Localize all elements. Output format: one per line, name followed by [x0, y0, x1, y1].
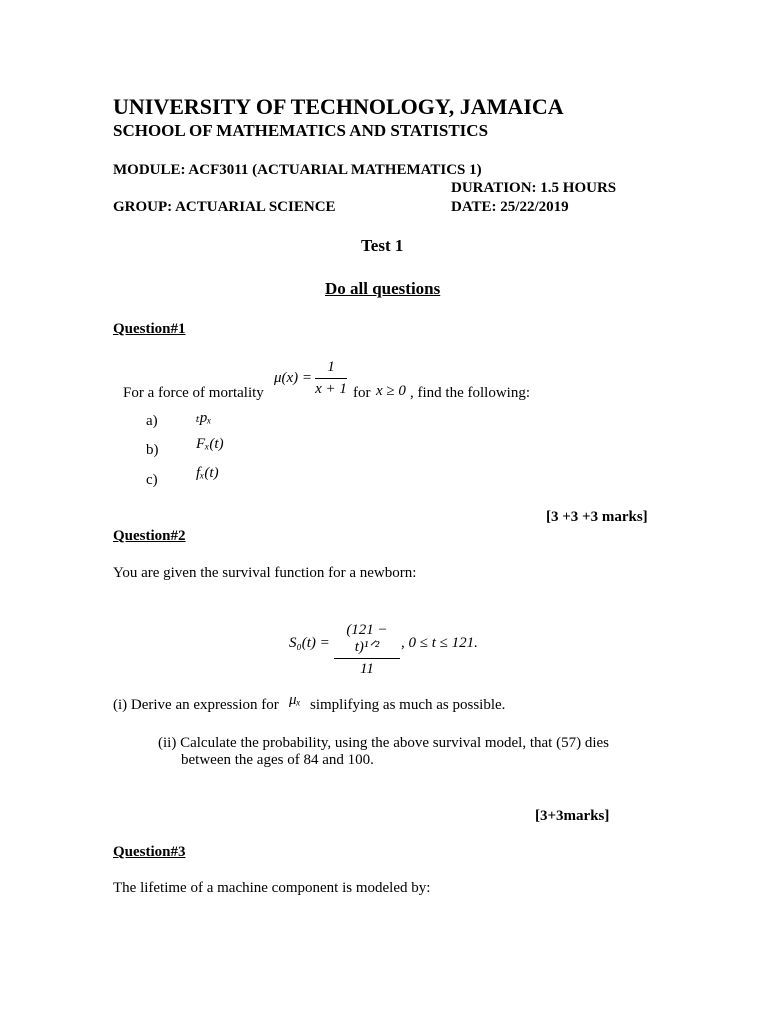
- group-line: GROUP: ACTUARIAL SCIENCE: [113, 199, 336, 215]
- q1-formula-denominator: x + 1: [315, 381, 347, 397]
- date-line: DATE: 25/22/2019: [451, 199, 569, 215]
- q2-formula-fraction: [334, 622, 400, 678]
- instruction: Do all questions: [325, 279, 441, 298]
- q1-tail: , find the following:: [410, 385, 530, 401]
- school-title: SCHOOL OF MATHEMATICS AND STATISTICS: [113, 121, 489, 140]
- q1-heading: Question#1: [113, 321, 186, 337]
- duration-line: DURATION: 1.5 HOURS: [451, 180, 617, 196]
- q2-formula-lhs: S₀(t) =: [289, 635, 330, 651]
- q1-part-c-expr: fₓ(t): [196, 465, 219, 481]
- q1-marks: [3 +3 +3 marks]: [546, 509, 648, 525]
- q1-lead: For a force of mortality: [123, 385, 264, 401]
- q2-formula-numerator: (121 − t)¹ᐟ²: [346, 622, 388, 655]
- q1-part-a-expr: ₜpₓ: [196, 410, 212, 426]
- q1-condition: x ≥ 0: [376, 383, 406, 399]
- q2-heading: Question#2: [113, 528, 186, 544]
- q2-formula-denominator: 11: [360, 661, 374, 677]
- q2-part-ii-line2: between the ages of 84 and 100.: [181, 752, 374, 768]
- q2-part-ii-line1: (ii) Calculate the probability, using the above survival model, that (57) dies: [158, 735, 609, 751]
- q2-marks: [3+3marks]: [535, 808, 610, 824]
- q2-fraction-bar: [334, 658, 400, 659]
- q1-formula-lhs: μ(x) =: [274, 370, 313, 386]
- university-title: UNIVERSITY OF TECHNOLOGY, JAMAICA: [113, 94, 564, 119]
- q1-formula-fraction: [315, 359, 347, 398]
- q1-part-c-label: c): [146, 472, 158, 488]
- q2-intro: You are given the survival function for a newborn:: [113, 565, 417, 581]
- q1-fraction-bar: [315, 378, 347, 379]
- test-title: Test 1: [361, 236, 404, 255]
- q1-part-b-expr: Fₓ(t): [196, 436, 224, 452]
- q2-part-i-text: (i) Derive an expression for: [113, 697, 279, 713]
- q3-intro: The lifetime of a machine component is modeled by:: [113, 880, 431, 896]
- q1-part-b-label: b): [146, 442, 159, 458]
- q1-for-word: for: [353, 385, 371, 401]
- q1-formula-numerator: 1: [327, 359, 335, 375]
- q1-part-a-label: a): [146, 413, 158, 429]
- q2-formula-range: , 0 ≤ t ≤ 121.: [401, 635, 478, 651]
- q3-heading: Question#3: [113, 844, 186, 860]
- q2-part-i-tail: simplifying as much as possible.: [310, 697, 506, 713]
- q2-part-i-symbol: μₓ: [289, 692, 301, 708]
- module-line: MODULE: ACF3011 (ACTUARIAL MATHEMATICS 1): [113, 162, 482, 178]
